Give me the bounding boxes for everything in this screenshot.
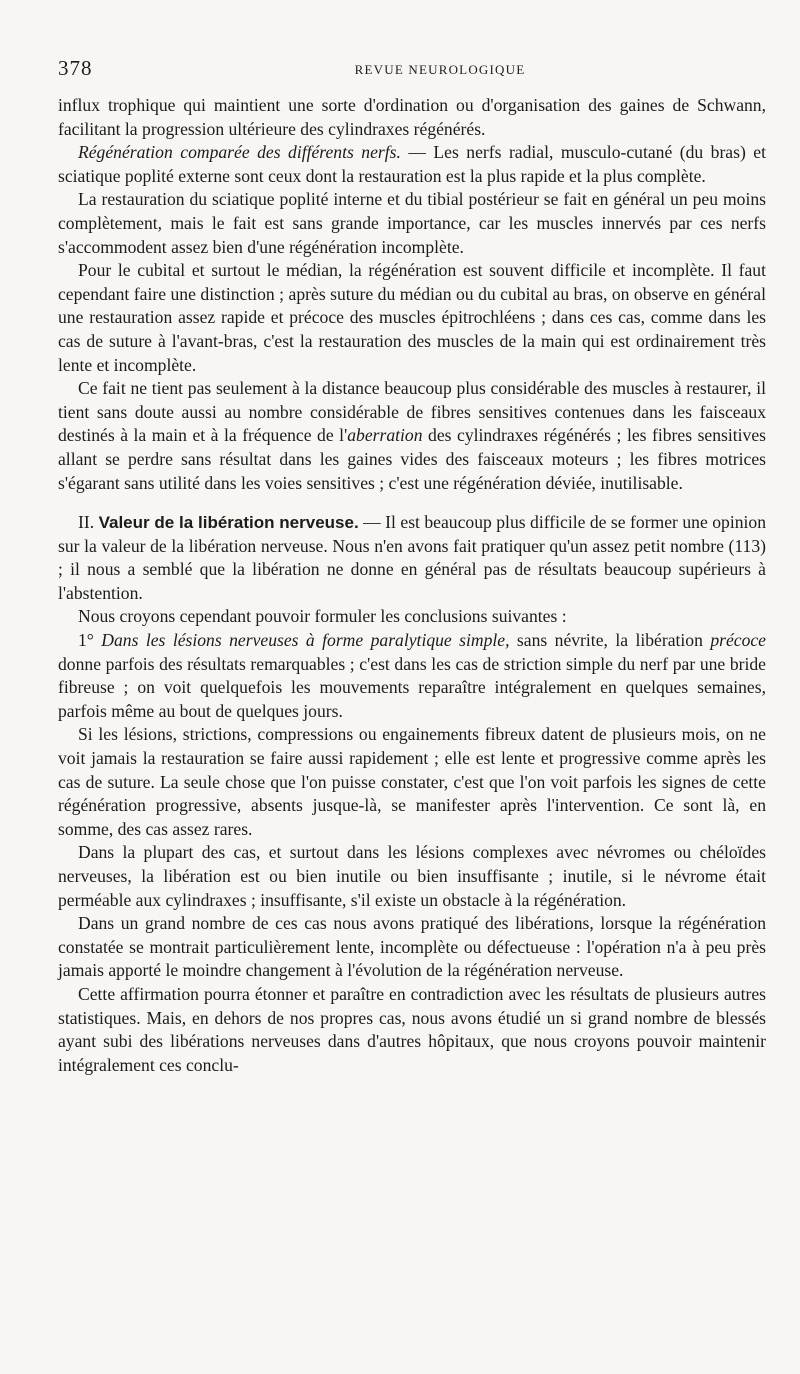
section-number: II. — [78, 512, 95, 533]
paragraph-5-italic: aberration — [347, 425, 423, 446]
paragraph-9: Si les lésions, strictions, compressions ou engainements fibreux datent de plusieurs mois, on ne voit jamais la restauration se faire aussi rapidement ; elle est lente et progressive comme après les cas de suture. La seule chose que l'on puisse constater, c'est que l'on voit parfois les signes de cette régénération progressive, absents jusque-là, se manifester après l'intervention. Ce sont là, en somme, des cas assez rares. — [58, 724, 766, 839]
paragraph-6-text: — Il est beaucoup plus difficile de se former une opinion sur la valeur de la libération nerveuse. Nous n'en avons fait pratiquer qu'un assez petit nombre (113) ; il nous a semblé que la libération ne donne en général pas de résultats beaucoup supérieurs à l'abstention. — [58, 512, 766, 603]
paragraph-11: Dans un grand nombre de ces cas nous avons pratiqué des libérations, lorsque la régénération constatée se montrait particulièrement lente, incomplète ou défectueuse : l'opération n'a à peu près jamais apporté le moindre changement à l'évolution de la régénération nerveuse. — [58, 913, 766, 981]
paragraph-5-a: Ce fait ne tient pas seulement à la distance beaucoup plus considérable des muscles à restaurer, il tient sans doute aussi au nombre considérable de fibres sensitives contenues dans les faisceaux destinés à la main et à la fréquence de l' — [58, 378, 766, 446]
page-header — [58, 54, 766, 86]
paragraph-2-title: Régénération comparée des différents nerfs. — [78, 142, 401, 163]
body-text — [58, 94, 766, 1077]
paragraph-10: Dans la plupart des cas, et surtout dans les lésions complexes avec névromes ou chéloïdes nerveuses, la libération est ou bien inutile ou bien insuffisante ; inutile, si le névrome était perméable aux cylindraxes ; insuffisante, s'il existe un obstacle à la régénération. — [58, 842, 766, 910]
paragraph-8-italic: Dans les lésions nerveuses à forme paralytique simple, — [101, 630, 510, 651]
paragraph-8-number: 1° — [78, 630, 102, 651]
paragraph-8 — [58, 629, 766, 723]
paragraph-7: Nous croyons cependant pouvoir formuler les conclusions suivantes : — [78, 606, 567, 627]
section-heading: Valeur de la libération nerveuse. — [98, 513, 359, 533]
paragraph-6 — [58, 511, 766, 605]
paragraph-8-b: donne parfois des résultats remarquables ; c'est dans les cas de striction simple du nerf par une bride fibreuse ; on voit quelquefois les mouvements reparaître intégralement en quelques semaines, parfois même au bout de quelques jours. — [58, 653, 766, 721]
paragraph-4: Pour le cubital et surtout le médian, la régénération est souvent difficile et incomplète. Il faut cependant faire une distinction ; après suture du médian ou du cubital au bras, on observe en général une restauration assez rapide et précoce des muscles épitrochléens ; dans ces cas, comme dans les cas de suture à l'avant-bras, c'est la restauration des muscles de la main qui est ordinairement très lente et incomplète. — [58, 260, 766, 375]
paragraph-2-text: — Les nerfs radial, musculo-cutané (du bras) et sciatique poplité externe sont ceux dont la restauration est la plus rapide et la plus complète. — [58, 142, 766, 186]
paragraph-8-italic-2: précoce — [710, 630, 766, 651]
paragraph-2 — [58, 141, 766, 188]
page-number: 378 — [58, 56, 93, 80]
running-title: REVUE NEUROLOGIQUE — [354, 62, 526, 77]
paragraph-3: La restauration du sciatique poplité interne et du tibial postérieur se fait en général un peu moins complètement, mais le fait est sans grande importance, car les muscles innervés par ces nerfs s'accommodent assez bien d'une régénération incomplète. — [58, 189, 766, 257]
paragraph-8-a: sans névrite, la libération — [509, 630, 711, 651]
paragraph-1: influx trophique qui maintient une sorte d'ordination ou d'organisation des gaines de Schwann, facilitant la progression ultérieure des cylindraxes régénérés. — [58, 95, 766, 139]
paragraph-5-b: des cylindraxes régénérés ; les fibres sensitives allant se perdre sans résultat dans les gaines vides des faisceaux moteurs ; les fibres motrices s'égarant sans utilité dans les voies sensitives ; c'est une régénération déviée, inutilisable. — [58, 425, 766, 493]
paragraph-12: Cette affirmation pourra étonner et paraître en contradiction avec les résultats de plusieurs autres statistiques. Mais, en dehors de nos propres cas, nous avons étudié un si grand nombre de blessés ayant subi des libérations nerveuses dans d'autres hôpitaux, que nous croyons pouvoir maintenir intégralement ces conclu- — [58, 983, 766, 1075]
paragraph-5 — [58, 377, 766, 495]
